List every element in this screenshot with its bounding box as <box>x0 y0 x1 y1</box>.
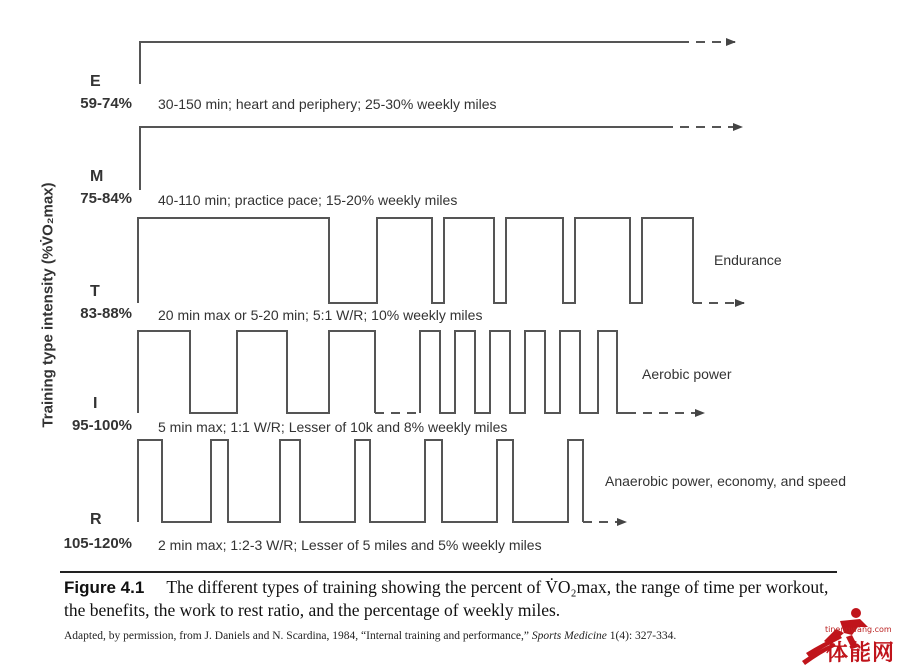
waveform-e <box>140 42 680 84</box>
zone-code-e: E <box>90 73 101 90</box>
credit-prefix: Adapted, by permission, from J. Daniels and N. Scardina, 1984, “Internal training and performance,” <box>64 630 532 642</box>
zone-percent-r: 105-120% <box>63 535 132 552</box>
caption-divider <box>60 571 837 573</box>
zone-code-t: T <box>90 283 100 300</box>
watermark-url: tinengwang.com <box>825 625 892 634</box>
zone-description-m: 40-110 min; practice pace; 15-20% weekly miles <box>158 192 458 208</box>
zone-percent-i: 95-100% <box>71 417 132 434</box>
figure-caption <box>64 576 854 622</box>
benefit-endurance: Endurance <box>714 252 782 268</box>
zone-code-i: I <box>93 395 98 412</box>
waveform-r <box>138 440 583 522</box>
zone-description-e: 30-150 min; heart and periphery; 25-30% weekly miles <box>158 96 497 112</box>
waveform-i-continued <box>420 331 627 413</box>
credit-suffix: 1(4): 327-334. <box>606 630 677 642</box>
zone-percent-m: 75-84% <box>80 190 132 207</box>
zone-description-r: 2 min max; 1:2-3 W/R; Lesser of 5 miles and 5% weekly miles <box>158 537 542 553</box>
y-axis-label: Training type intensity (%V̇O₂max) <box>39 182 57 428</box>
zone-code-m: M <box>90 168 104 185</box>
zone-percent-t: 83-88% <box>80 305 132 322</box>
benefit-aerobic-power: Aerobic power <box>642 366 732 382</box>
watermark-text: 体能网 <box>826 641 896 666</box>
waveform-m <box>140 127 664 190</box>
zone-description-i: 5 min max; 1:1 W/R; Lesser of 10k and 8% weekly miles <box>158 419 508 435</box>
credit-journal: Sports Medicine <box>531 630 607 642</box>
waveform-i <box>138 331 375 413</box>
figure-credit <box>64 630 676 642</box>
waveform-t <box>138 218 693 303</box>
figure-caption-text: The different types of training showing the percent of V̇O₂max, the range of time per workout, the benefits, the work to rest ratio, and the percentage of weekly miles. <box>64 577 829 620</box>
zone-code-r: R <box>90 511 102 528</box>
zone-description-t: 20 min max or 5-20 min; 5:1 W/R; 10% weekly miles <box>158 307 483 323</box>
figure-label: Figure 4.1 <box>64 578 145 597</box>
zone-percent-e: 59-74% <box>80 95 132 112</box>
benefit-anaerobic-power: Anaerobic power, economy, and speed <box>605 473 847 489</box>
